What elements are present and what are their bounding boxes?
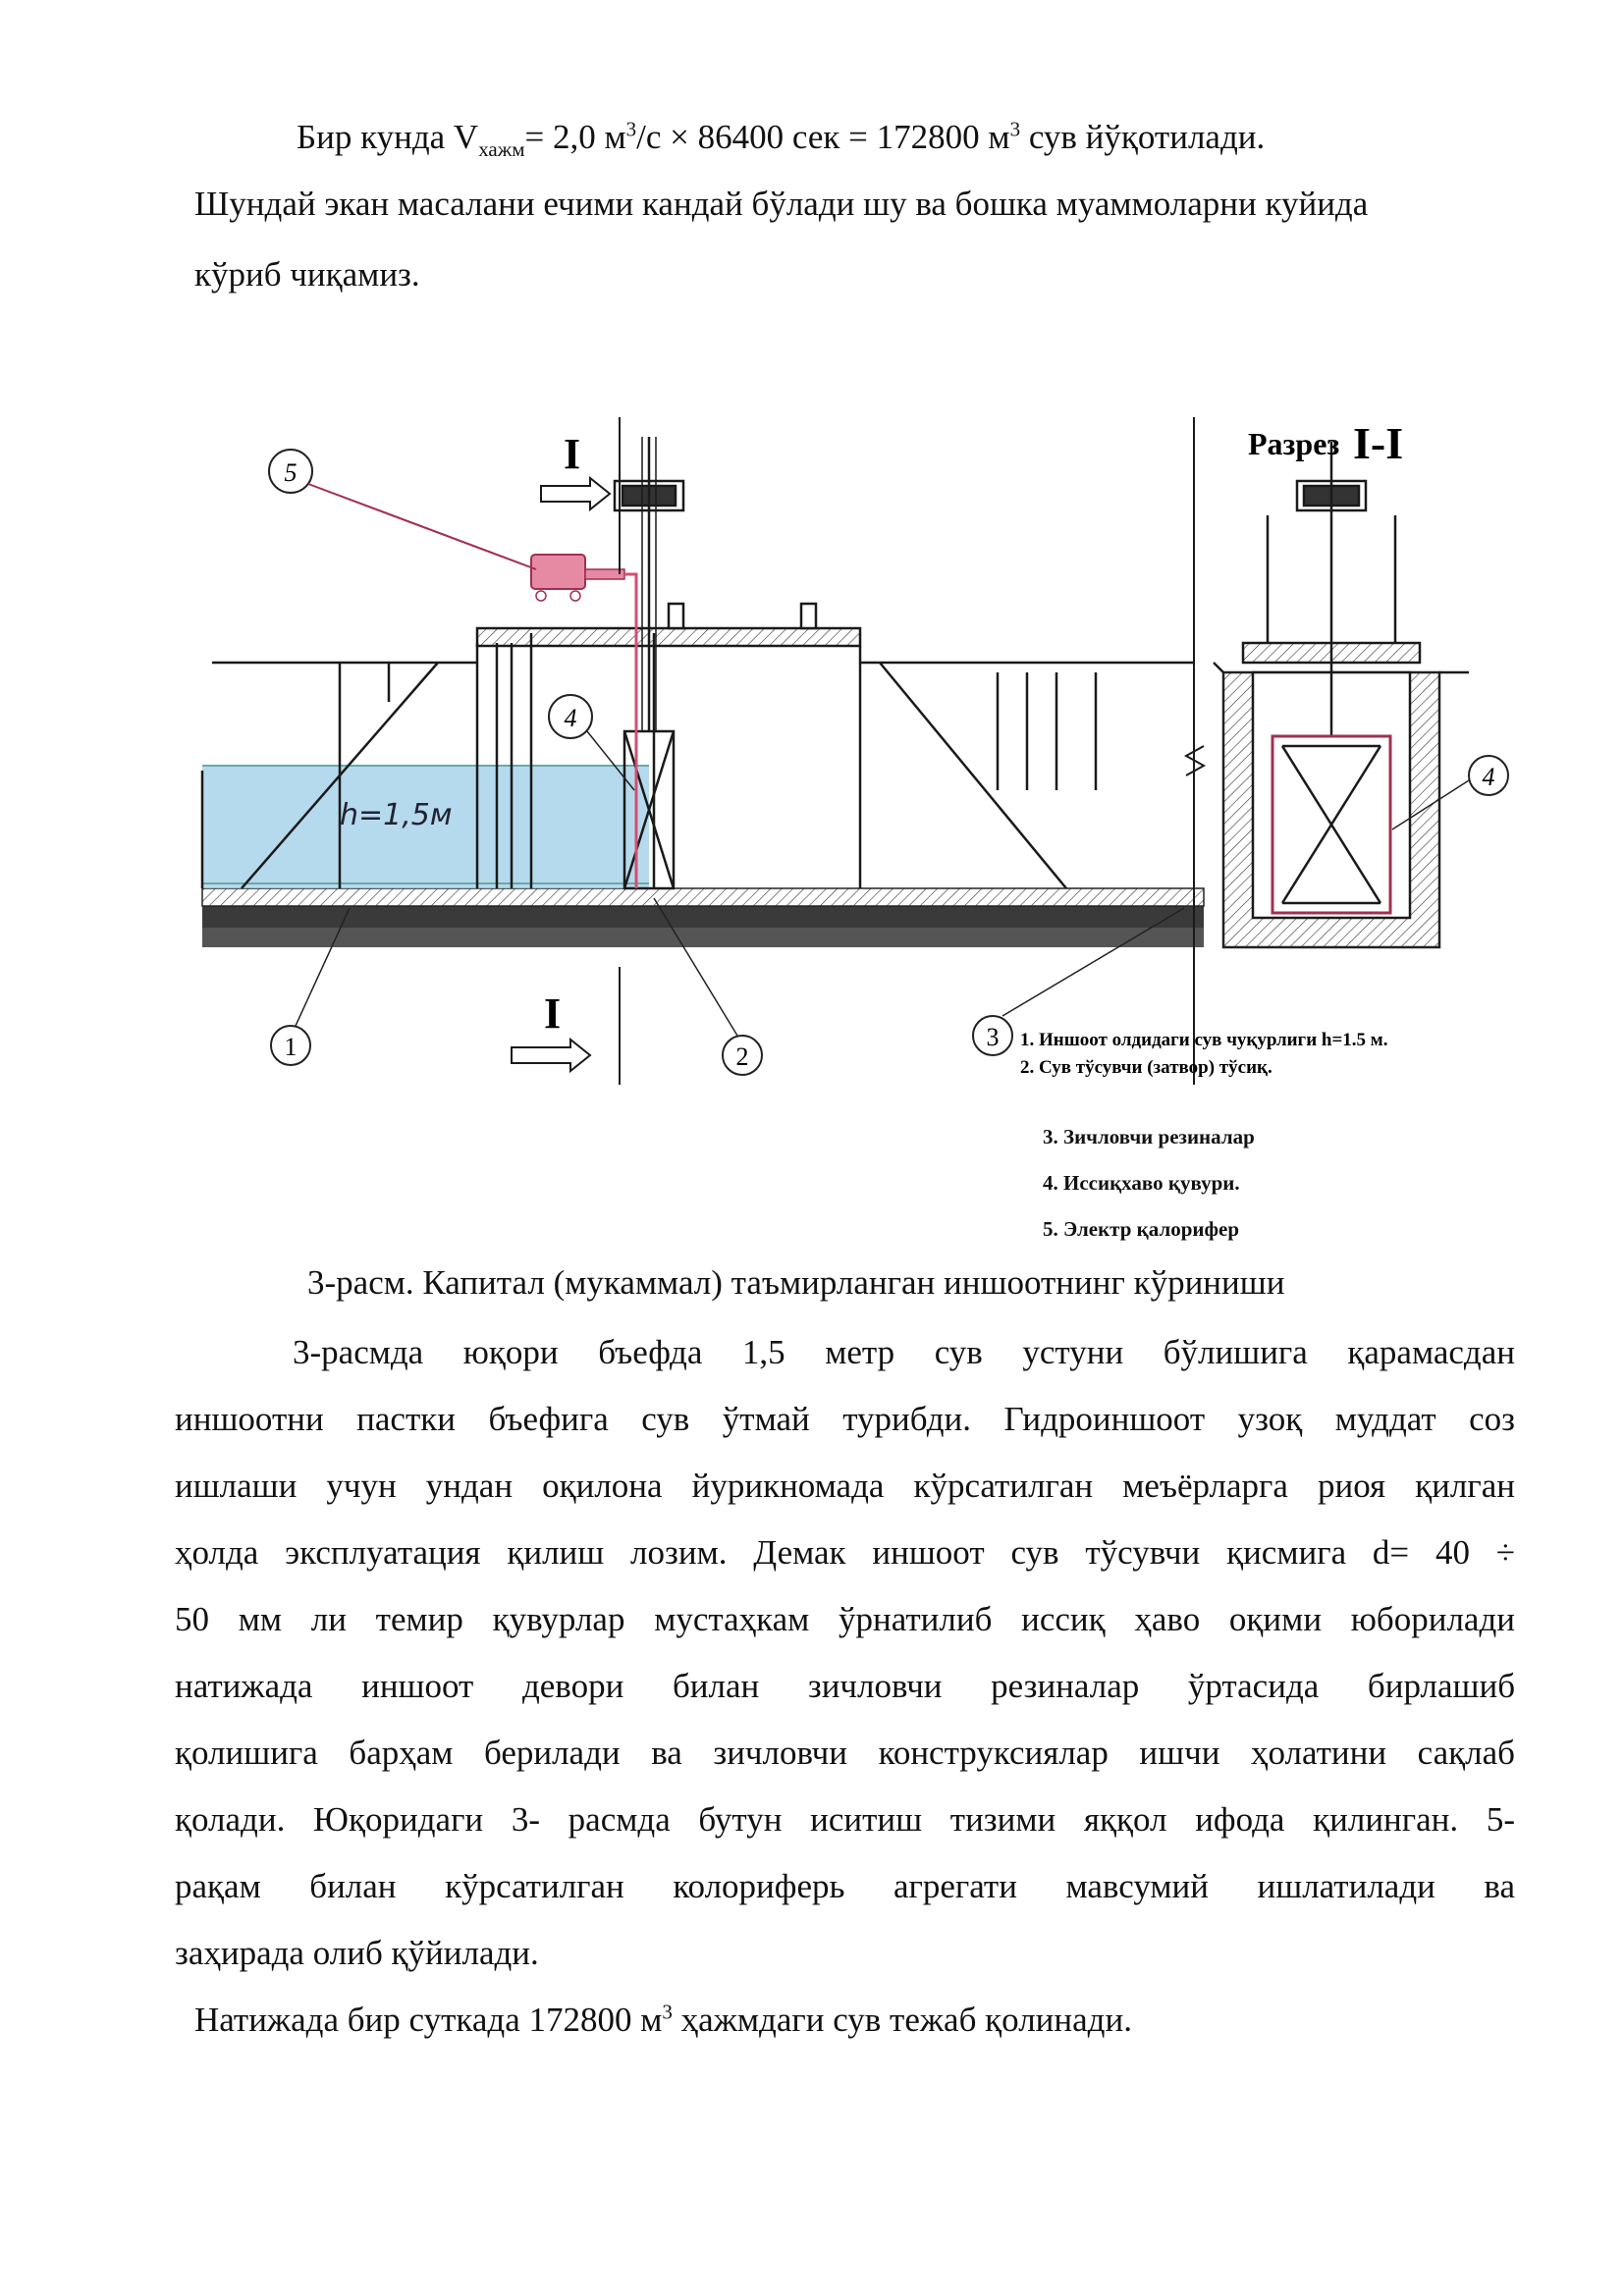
formula-line [297,117,1266,161]
legend-item-3: 3. Зичловчи резиналар [1043,1125,1255,1148]
final-suffix: ҳажмдаги сув тежаб қолинади. [672,2001,1132,2039]
callout-5 [269,450,536,569]
section-mark-top-label: I [564,430,581,478]
paragraph-line-4: ҳолда эксплуатация қилиш лозим. Демак иншоот сув тўсувчи қисмига d= 40 ÷ [175,1533,1515,1572]
section-title-mark: I-I [1353,418,1404,468]
section-view [1214,442,1469,947]
figure-legend-1: 1. Иншоот олдидаги сув чуқурлиги h=1.5 м. [1020,1030,1388,1050]
formula-suffix: сув йўқотилади. [1020,118,1266,156]
svg-text:4: 4 [564,704,577,732]
intro-line-1: Шундай экан масалани ечими кандай бўлади шу ва бошка муаммоларни куйида [194,185,1369,223]
depth-annotation: h=1,5м [340,798,453,832]
formula-subscript: хажм [478,137,525,161]
formula-mid2: /с × 86400 сек = 172800 м [636,118,1010,156]
paragraph-line-6: натижада иншоот девори билан зичловчи резиналар ўртасида бирлашиб [175,1667,1515,1705]
section-marker-bottom [512,967,620,1085]
formula-mid: = 2,0 м [524,118,626,156]
final-prefix: Натижада бир суткада 172800 м [194,2001,663,2039]
legend-item-4: 4. Иссиқхаво қувури. [1043,1171,1240,1195]
break-mark [1186,417,1204,1085]
paragraph-line-7: қолишига барҳам берилади ва зичловчи конструксиялар ишчи ҳолатини сақлаб [175,1734,1515,1772]
electric-heater [531,555,624,601]
svg-text:1: 1 [284,1033,298,1061]
svg-text:3: 3 [986,1023,1000,1051]
final-line [194,2002,1132,2037]
formula-prefix: Бир кунда V [297,118,479,156]
final-sup: 3 [662,2000,673,2024]
concrete-base [202,888,1204,947]
formula-sup1: 3 [625,117,637,141]
intro-line-2: кўриб чиқамиз. [194,255,420,294]
figure-legend-2: 2. Сув тўсувчи (затвор) тўсиқ. [1020,1057,1272,1078]
svg-text:2: 2 [735,1042,749,1071]
formula-sup2: 3 [1009,117,1021,141]
legend-item-5: 5. Электр қалорифер [1043,1217,1240,1241]
paragraph-line-8: қолади. Юқоридаги 3- расмда бутун иситиш тизими яққол ифода қилинган. 5- [175,1800,1515,1839]
paragraph-line-5: 50 мм ли темир қувурлар мустаҳкам ўрнатилиб иссиқ ҳаво оқими юборилади [175,1600,1515,1638]
section-title-word: Разрез [1248,426,1340,461]
hydraulic-structure-figure [192,378,1528,1095]
paragraph-line-2: иншоотни пастки бъефига сув ўтмай турибди. Гидроиншоот узоқ муддат соз [175,1400,1515,1438]
paragraph-line-1: 3-расмда юқори бъефда 1,5 метр сув устуни бўлишига қарамасдан [293,1333,1515,1371]
svg-text:4: 4 [1482,763,1495,791]
paragraph-line-10: заҳирада олиб қўйилади. [175,1934,539,1972]
figure-caption: 3-расм. Капитал (мукаммал) таъмирланган иншоотнинг кўриниши [307,1263,1285,1302]
section-marker-top [541,417,620,574]
paragraph-line-3: ишлаши учун ундан оқилона йурикномада кўрсатилган меъёрларга риоя қилган [175,1467,1515,1505]
svg-text:5: 5 [284,458,298,487]
paragraph-line-9: рақам билан кўрсатилган колориферь агрегати мавсумий ишлатилади ва [175,1867,1515,1905]
section-mark-bottom-label: I [544,989,562,1038]
